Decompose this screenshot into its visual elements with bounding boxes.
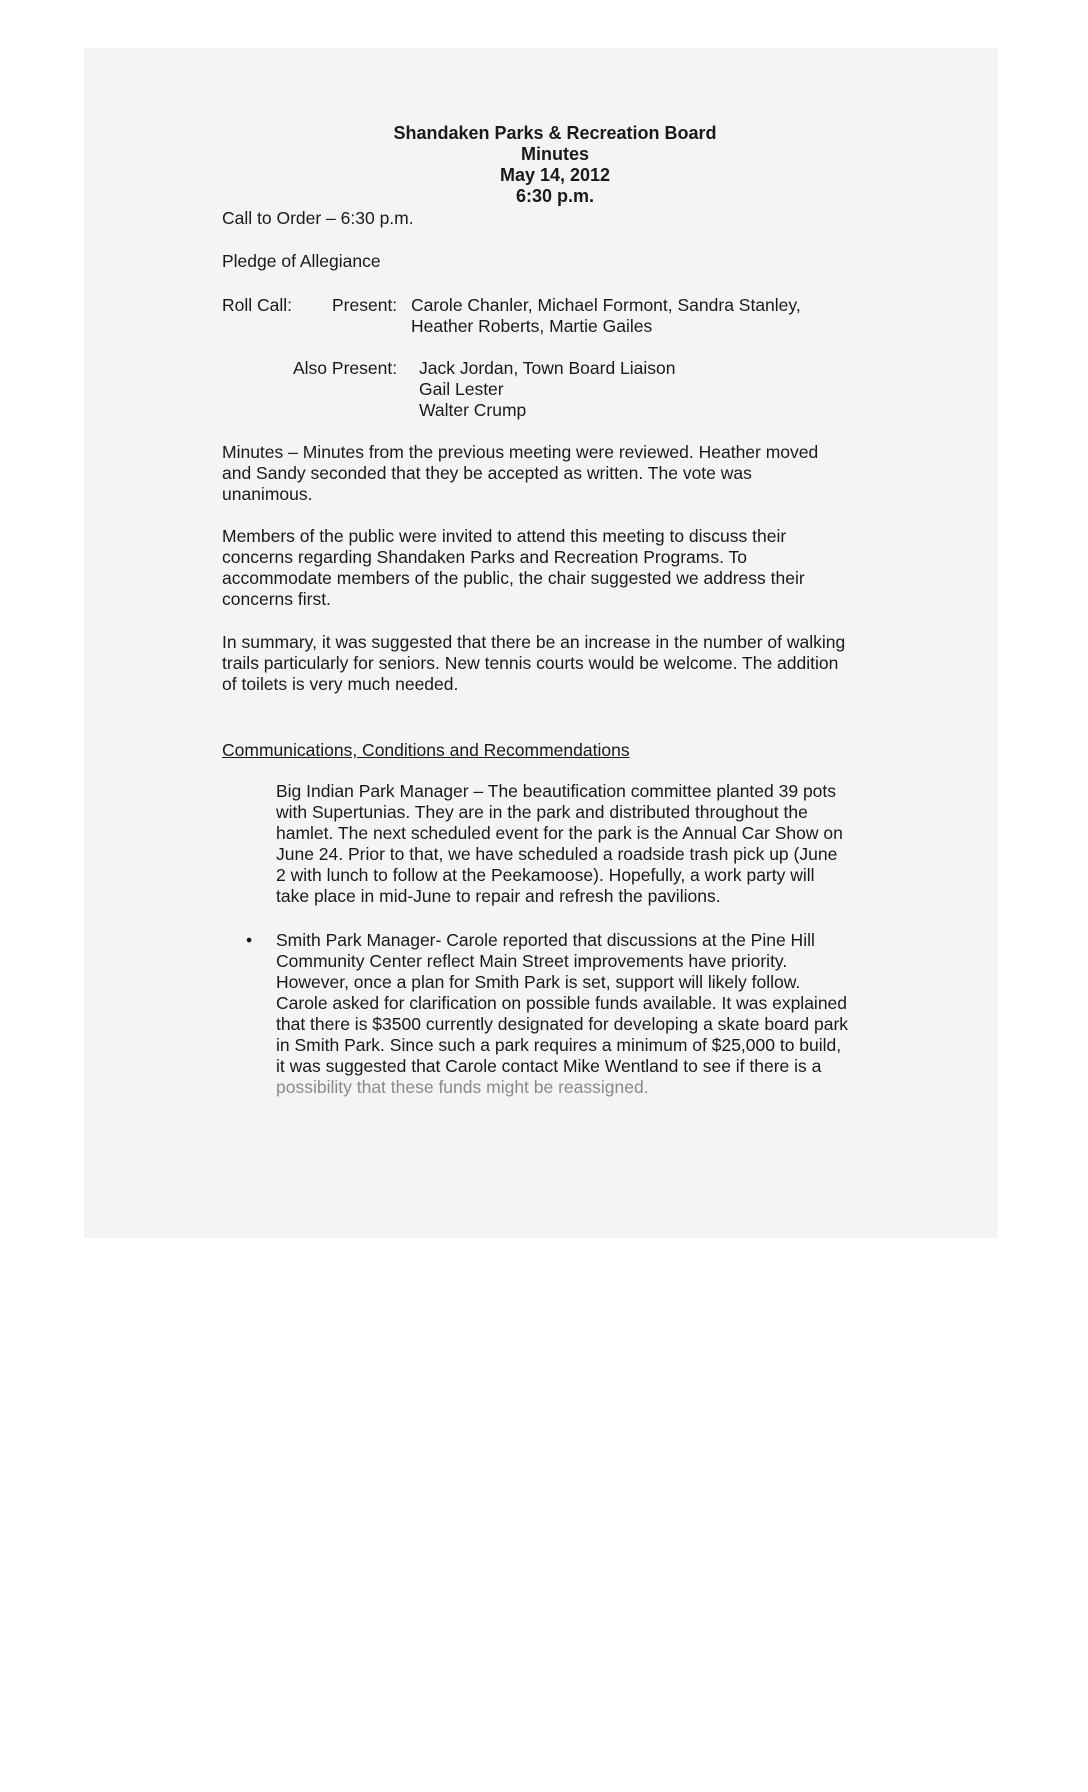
item-line: take place in mid-June to repair and refresh the pavilions. [276, 886, 721, 906]
paragraph-line: Minutes – Minutes from the previous meeting were reviewed. Heather moved [222, 442, 819, 462]
paragraph-line: and Sandy seconded that they be accepted as written. The vote was [222, 463, 752, 483]
present-members [411, 295, 851, 337]
meeting-date: May 14, 2012 [499, 165, 611, 185]
big-indian-park-item [276, 781, 896, 907]
public-paragraph [222, 526, 890, 610]
item-line: with Supertunias. They are in the park and distributed throughout the [276, 802, 808, 822]
roll-call-label: Roll Call: [222, 295, 293, 315]
also-present-name: Walter Crump [419, 400, 527, 420]
pledge-of-allegiance: Pledge of Allegiance [222, 251, 381, 271]
item-line: in Smith Park. Since such a park requires a minimum of $25,000 to build, [276, 1035, 842, 1055]
document-header [330, 123, 780, 207]
also-present-name: Gail Lester [419, 379, 504, 399]
call-to-order: Call to Order – 6:30 p.m. [222, 208, 414, 228]
item-line: hamlet. The next scheduled event for the park is the Annual Car Show on [276, 823, 843, 843]
meeting-time: 6:30 p.m. [515, 186, 595, 206]
item-line: June 24. Prior to that, we have scheduled a roadside trash pick up (June [276, 844, 838, 864]
summary-paragraph [222, 632, 890, 695]
paragraph-line: concerns first. [222, 589, 331, 609]
document-type: Minutes [520, 144, 589, 164]
item-line: Big Indian Park Manager – The beautification committee planted 39 pots [276, 781, 837, 801]
also-present-list [419, 358, 819, 421]
organization-title: Shandaken Parks & Recreation Board [393, 123, 717, 143]
paragraph-line: concerns regarding Shandaken Parks and Recreation Programs. To [222, 547, 747, 567]
item-line: possibility that these funds might be reassigned. [276, 1077, 649, 1097]
also-present-name: Jack Jordan, Town Board Liaison [419, 358, 676, 378]
bullet-icon: • [246, 930, 253, 950]
paragraph-line: trails particularly for seniors. New tennis courts would be welcome. The addition [222, 653, 839, 673]
minutes-paragraph [222, 442, 890, 505]
item-line: it was suggested that Carole contact Mike Wentland to see if there is a [276, 1056, 822, 1076]
item-line: Smith Park Manager- Carole reported that discussions at the Pine Hill [276, 930, 815, 950]
item-line: Carole asked for clarification on possible funds available. It was explained [276, 993, 848, 1013]
paragraph-line: of toilets is very much needed. [222, 674, 459, 694]
paragraph-line: In summary, it was suggested that there be an increase in the number of walking [222, 632, 846, 652]
present-label: Present: [332, 295, 398, 315]
item-line: Community Center reflect Main Street improvements have priority. [276, 951, 788, 971]
present-line: Heather Roberts, Martie Gailes [411, 316, 653, 336]
communications-section-heading: Communications, Conditions and Recommendations [222, 740, 630, 760]
smith-park-item [276, 930, 896, 1098]
also-present-label: Also Present: [293, 358, 398, 378]
item-line: that there is $3500 currently designated for developing a skate board park [276, 1014, 849, 1034]
present-line: Carole Chanler, Michael Formont, Sandra Stanley, [411, 295, 801, 315]
paragraph-line: Members of the public were invited to attend this meeting to discuss their [222, 526, 787, 546]
paragraph-line: unanimous. [222, 484, 313, 504]
item-line: 2 with lunch to follow at the Peekamoose). Hopefully, a work party will [276, 865, 815, 885]
item-line: However, once a plan for Smith Park is set, support will likely follow. [276, 972, 801, 992]
paragraph-line: accommodate members of the public, the chair suggested we address their [222, 568, 805, 588]
